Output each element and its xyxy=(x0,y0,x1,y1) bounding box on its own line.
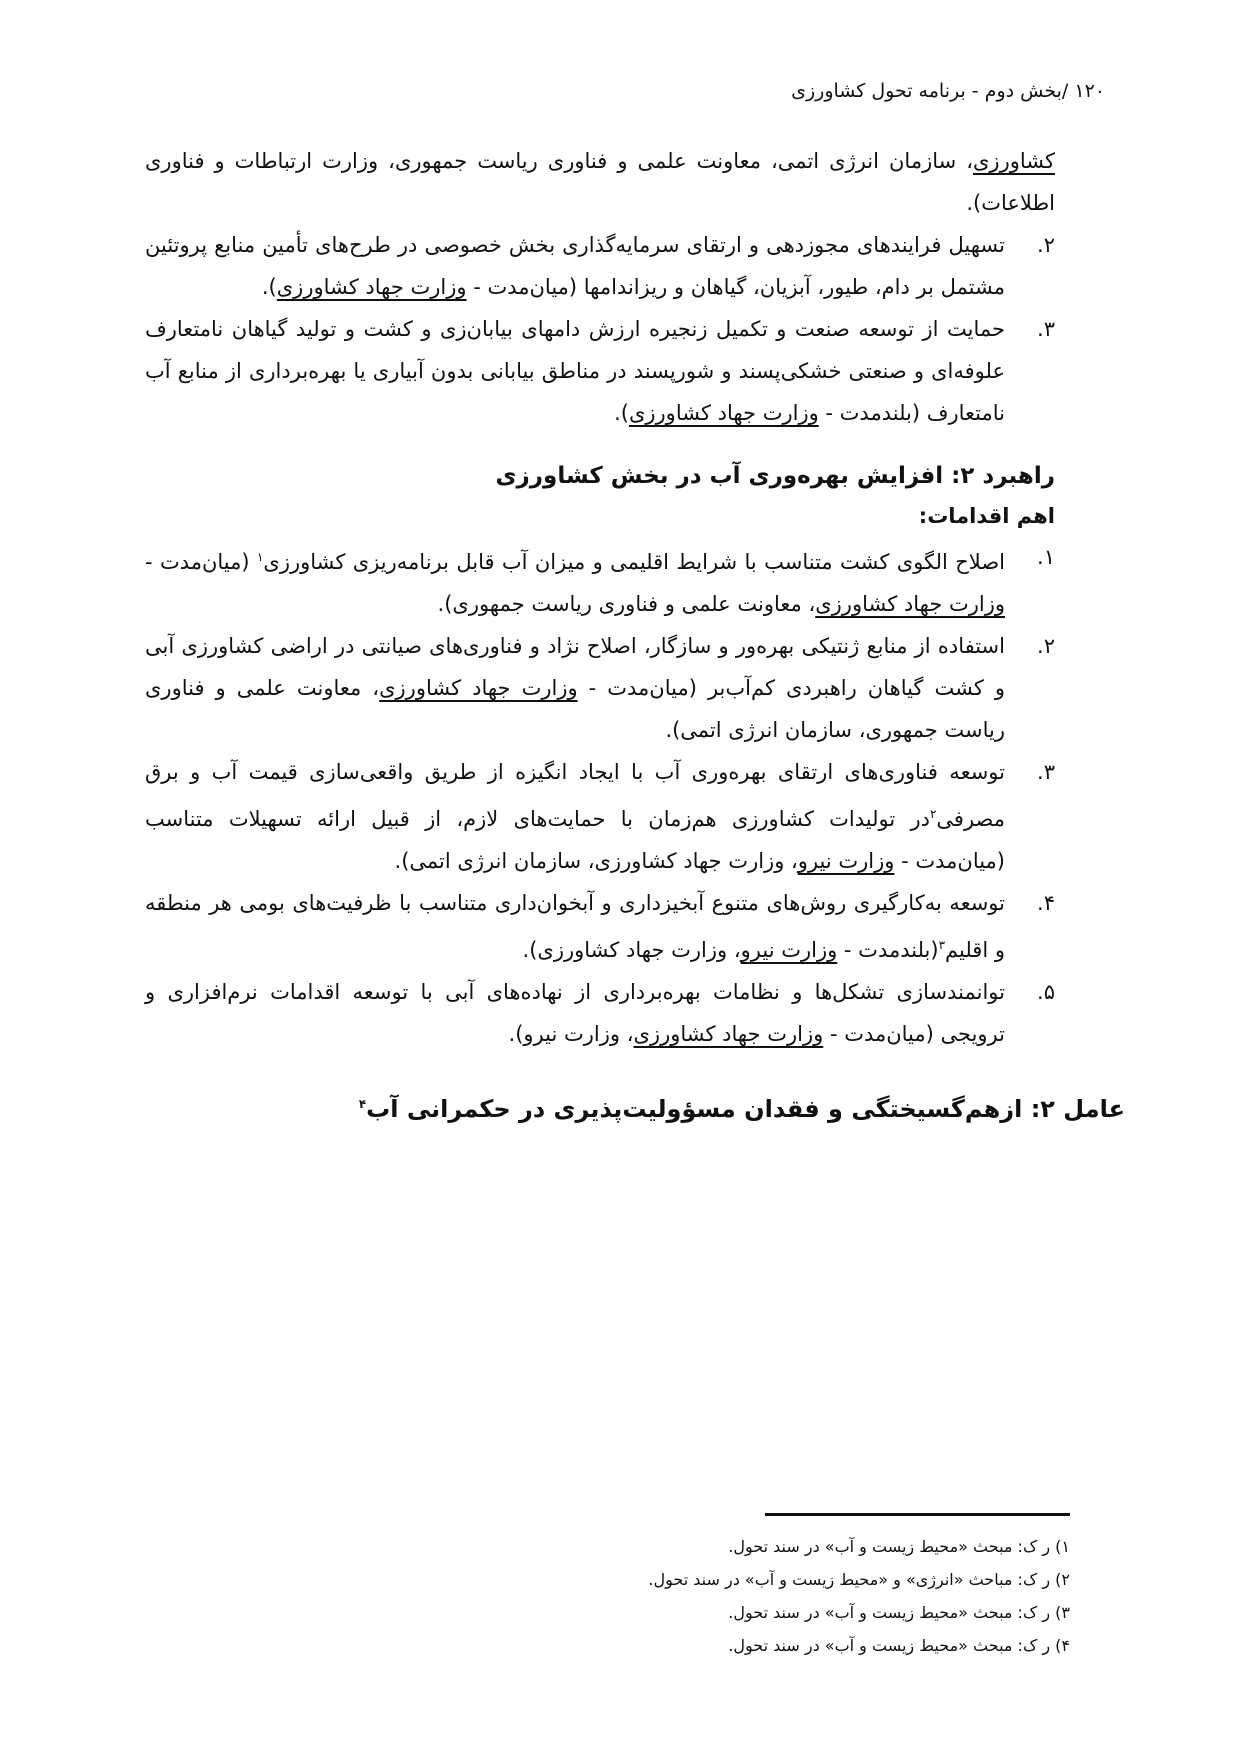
item-text: استفاده از منابع ژنتیکی بهره‌ور و سازگار، اصلاح نژاد و فناوری‌های صیانتی در اراضی کشاورزی آبی و کشت گیاهان راهبردی کم‌آب‌بر (میان‌مدت - xyxy=(145,634,1006,700)
item-text-2: (بلندمدت - xyxy=(837,938,939,962)
item-text-end: ، وزارت جهاد کشاورزی). xyxy=(522,938,741,962)
underlined-org: وزارت جهاد کشاورزی xyxy=(276,275,467,299)
list-item xyxy=(145,882,1055,971)
actions-heading: اهم اقدامات: xyxy=(918,504,1055,528)
list-item xyxy=(145,224,1055,308)
underlined-org: وزارت جهاد کشاورزی xyxy=(379,676,578,700)
item-number: ٣. xyxy=(1037,317,1055,341)
item-number: ٣. xyxy=(1037,760,1055,784)
item-text-2: (میان‌مدت - xyxy=(145,550,257,574)
underlined-org: وزارت جهاد کشاورزی xyxy=(633,1022,824,1046)
footnote: ٢) ر ک: مباحث «انرژی» و «محیط زیست و آب» در سند تحول. xyxy=(648,1570,1070,1589)
list-item xyxy=(145,971,1055,1055)
underlined-org: وزارت جهاد کشاورزی xyxy=(628,401,819,425)
item-text: تسهیل فرایندهای مجوزدهی و ارتقای سرمایه‌گذاری بخش خصوصی در طرح‌های تأمین منابع پروتئین مشتمل بر دام، طیور، آبزیان، گیاهان و ریزاندامها (میان‌مدت - xyxy=(145,233,1005,299)
list-item xyxy=(145,308,1055,434)
footnote-separator xyxy=(765,1513,1070,1516)
list-item xyxy=(145,625,1055,751)
footnote: ۴) ر ک: مبحث «محیط زیست و آب» در سند تحول. xyxy=(728,1636,1070,1655)
item-text-end: ، وزارت نیرو). xyxy=(508,1022,634,1046)
item-text: توانمندسازی تشکل‌ها و نظامات بهره‌برداری از نهاده‌های آبی با توسعه اقدامات نرم‌افزاری و ترویجی (میان‌مدت - xyxy=(145,980,1005,1046)
list-item xyxy=(145,536,1055,625)
item-text: اصلاح الگوی کشت متناسب با شرایط اقلیمی و میزان آب قابل برنامه‌ریزی کشاورزی xyxy=(263,550,1005,574)
footnotes xyxy=(648,1530,1070,1662)
strategy-heading: راهبرد ٢: افزایش بهره‌وری آب در بخش کشاورزی xyxy=(495,463,1055,489)
item-text-end: ، معاونت علمی و فناوری ریاست جمهوری). xyxy=(437,592,816,616)
item-number: ٢. xyxy=(1037,233,1055,257)
item-number: ٢. xyxy=(1037,634,1055,658)
underlined-org: وزارت جهاد کشاورزی xyxy=(815,592,1005,616)
footnote-ref[interactable]: ٢ xyxy=(929,807,937,821)
underlined-org: وزارت نیرو xyxy=(740,938,838,962)
item-number: ۴. xyxy=(1037,891,1055,915)
footnote: ١) ر ک: مبحث «محیط زیست و آب» در سند تحول. xyxy=(728,1537,1070,1556)
footnote-ref[interactable]: ۴ xyxy=(358,1097,367,1111)
body-column xyxy=(145,140,1125,1123)
underlined-org: وزارت نیرو xyxy=(797,849,895,873)
item-number: ۵. xyxy=(1037,980,1055,1004)
item-text-end: ). xyxy=(614,401,629,425)
item-text-end: ، وزارت جهاد کشاورزی، سازمان انرژی اتمی). xyxy=(394,849,798,873)
item-text: توسعه به‌کارگیری روش‌های متنوع آبخیزداری و آبخوان‌داری متناسب با ظرفیت‌های بومی هر منطقه و اقلیم xyxy=(145,891,1005,962)
footnote: ٣) ر ک: مبحث «محیط زیست و آب» در سند تحول. xyxy=(728,1603,1070,1622)
item-text: حمایت از توسعه صنعت و تکمیل زنجیره ارزش دامهای بیابان‌زی و کشت و تولید گیاهان نامتعارف علوفه‌ای و صنعتی خشکی‌پسند و شورپسند در مناطق بیابانی بدون آبیاری یا بهره‌برداری از منابع آب نامتعارف (بلندمدت - xyxy=(145,317,1005,425)
item-text: توسعه فناوری‌های ارتقای بهره‌وری آب با ایجاد انگیزه از طریق واقعی‌سازی قیمت آب و برق مصرفی xyxy=(145,760,1005,831)
factor-heading xyxy=(145,1095,1125,1123)
intro-paragraph xyxy=(145,140,1055,224)
item-text-end: ). xyxy=(261,275,277,299)
list-item xyxy=(145,751,1055,882)
footnote-ref[interactable]: ٣ xyxy=(938,938,946,952)
item-number: ١. xyxy=(1037,545,1055,569)
item-text-end: ، معاونت علمی و فناوری ریاست جمهوری، سازمان انرژی اتمی). xyxy=(145,676,1005,742)
running-header: ١٢٠ /بخش دوم - برنامه تحول کشاورزی xyxy=(791,80,1105,102)
underlined-org: کشاورزی xyxy=(973,149,1055,173)
item-text-2: در تولیدات کشاورزی هم‌زمان با حمایت‌های لازم، از قبیل ارائه تسهیلات متناسب (میان‌مدت - xyxy=(145,807,1005,873)
factor-heading-text: عامل ٢: ازهم‌گسیختگی و فقدان مسؤولیت‌پذیری در حکمرانی آب xyxy=(366,1095,1125,1123)
intro-text: ، سازمان انرژی اتمی، معاونت علمی و فناوری ریاست جمهوری، وزارت ارتباطات و فناوری اطلاعات). xyxy=(145,149,1055,215)
footnote-ref[interactable]: ١ xyxy=(256,550,264,564)
